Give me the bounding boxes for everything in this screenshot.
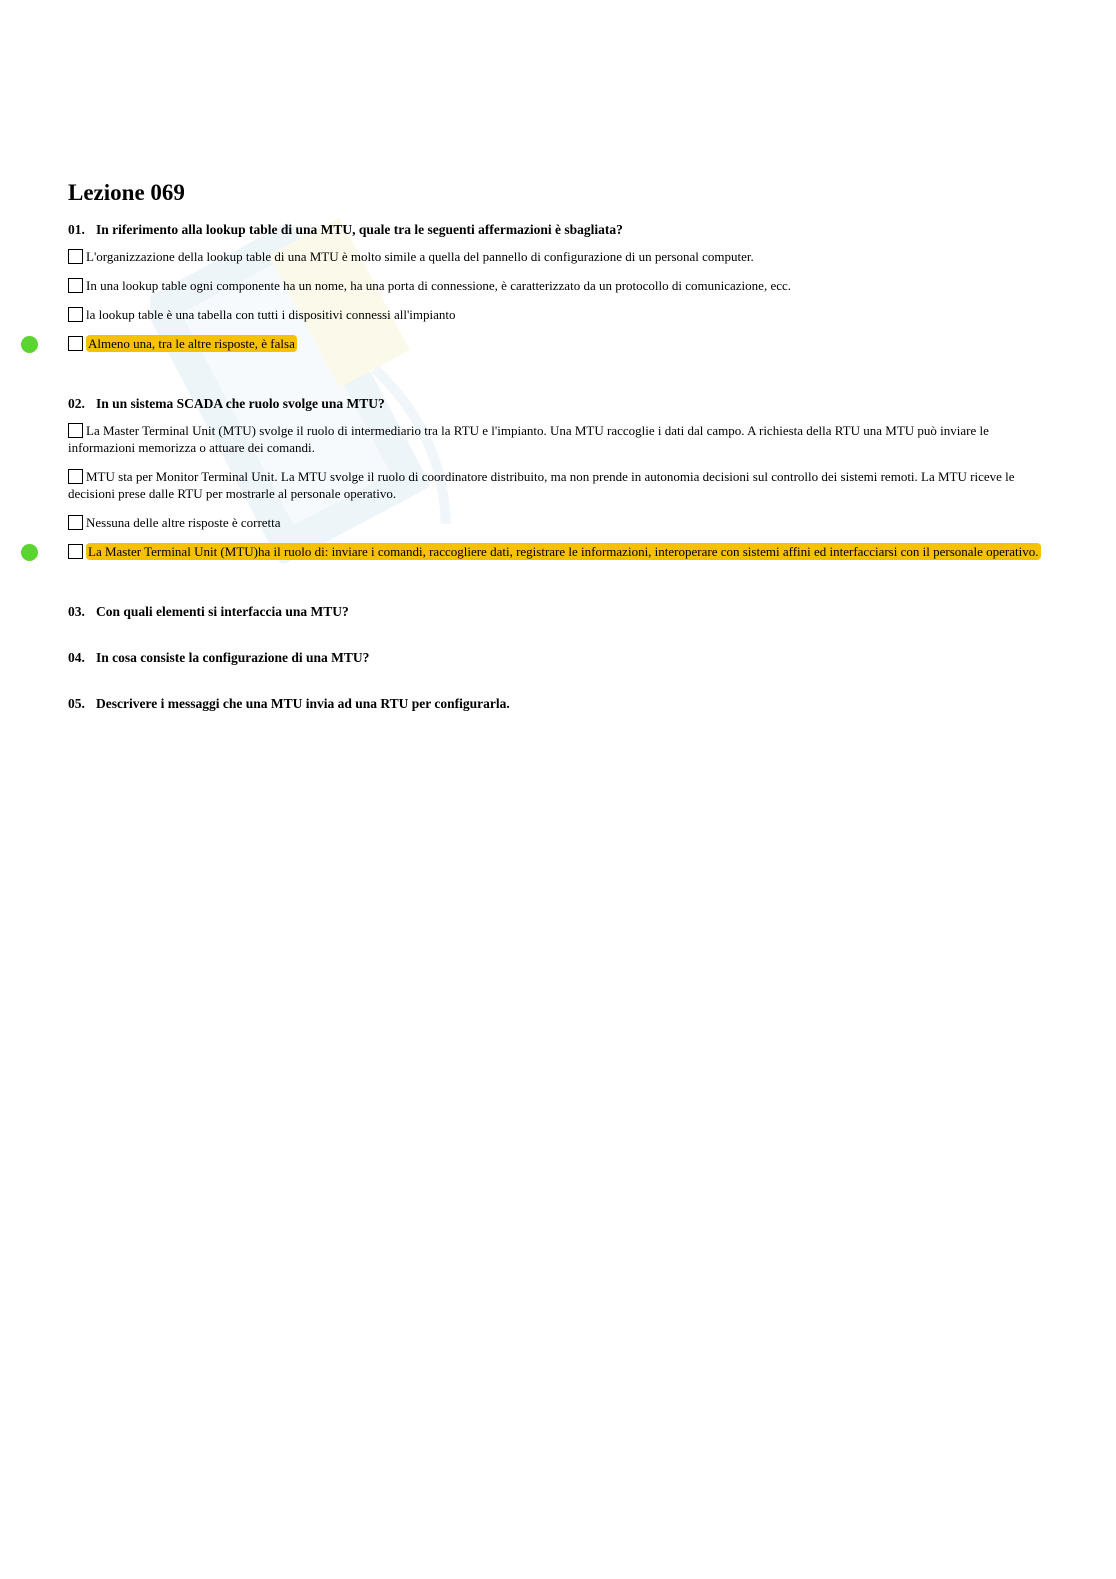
correct-answer-marker [21, 336, 38, 353]
question-block [68, 394, 1048, 592]
question-text: In riferimento alla lookup table di una MTU, quale tra le seguenti affermazioni è sbagliata? [96, 222, 623, 237]
question-number: 01. [68, 222, 85, 237]
answer-text: la lookup table è una tabella con tutti i dispositivi connessi all'impianto [86, 307, 456, 322]
answer-text: Almeno una, tra le altre risposte, è falsa [88, 336, 295, 351]
answer-option[interactable] [68, 468, 1048, 502]
question-number: 04. [68, 650, 85, 665]
answer-checkbox[interactable] [68, 336, 83, 351]
answer-option[interactable] [68, 335, 1048, 352]
answer-checkbox[interactable] [68, 469, 83, 484]
question-number: 03. [68, 604, 85, 619]
answer-text: MTU sta per Monitor Terminal Unit. La MTU svolge il ruolo di coordinatore distribuito, ma non prende in autonomia decisioni sul controllo dei sistemi remoti. La MTU riceve le decisioni prese dalle RTU per mostrarle al personale operativo. [68, 469, 1015, 501]
answer-option[interactable] [68, 514, 1048, 531]
answer-checkbox[interactable] [68, 249, 83, 264]
open-question [68, 602, 1048, 622]
question-number: 02. [68, 396, 85, 411]
answer-checkbox[interactable] [68, 307, 83, 322]
answer-checkbox[interactable] [68, 544, 83, 559]
answer-checkbox[interactable] [68, 515, 83, 530]
answer-option[interactable] [68, 277, 1048, 294]
answer-text: In una lookup table ogni componente ha un nome, ha una porta di connessione, è caratterizzato da un protocollo di comunicazione, ecc. [86, 278, 792, 293]
question-number: 05. [68, 696, 85, 711]
open-question-list [68, 602, 1048, 714]
question-heading [68, 394, 1048, 414]
answer-text: La Master Terminal Unit (MTU)ha il ruolo di: inviare i comandi, raccogliere dati, registrare le informazioni, interoperare con sistemi affini ed interfacciarsi con il personale operativo. [88, 544, 1039, 559]
question-text: In cosa consiste la configurazione di una MTU? [96, 650, 370, 665]
question-text: Descrivere i messaggi che una MTU invia ad una RTU per configurarla. [96, 696, 510, 711]
question-text: In un sistema SCADA che ruolo svolge una MTU? [96, 396, 385, 411]
answer-text: L'organizzazione della lookup table di una MTU è molto simile a quella del pannello di configurazione di un personal computer. [86, 249, 754, 264]
question-block [68, 220, 1048, 384]
answer-text: La Master Terminal Unit (MTU) svolge il ruolo di intermediario tra la RTU e l'impianto. Una MTU raccoglie i dati dal campo. A richiesta della RTU una MTU può inviare le informazioni memorizza o attuare dei comandi. [68, 423, 989, 455]
question-text: Con quali elementi si interfaccia una MTU? [96, 604, 349, 619]
question-list [68, 220, 1048, 592]
open-question [68, 694, 1048, 714]
lesson-title: Lezione 069 [68, 180, 185, 205]
answer-checkbox[interactable] [68, 423, 83, 438]
open-question [68, 648, 1048, 668]
answer-text: Nessuna delle altre risposte è corretta [86, 515, 281, 530]
answer-checkbox[interactable] [68, 278, 83, 293]
correct-answer-marker [21, 544, 38, 561]
answer-option[interactable] [68, 306, 1048, 323]
document-content [68, 178, 1048, 740]
answer-option[interactable] [68, 543, 1048, 560]
question-heading [68, 220, 1048, 240]
answer-option[interactable] [68, 248, 1048, 265]
answer-option[interactable] [68, 422, 1048, 456]
